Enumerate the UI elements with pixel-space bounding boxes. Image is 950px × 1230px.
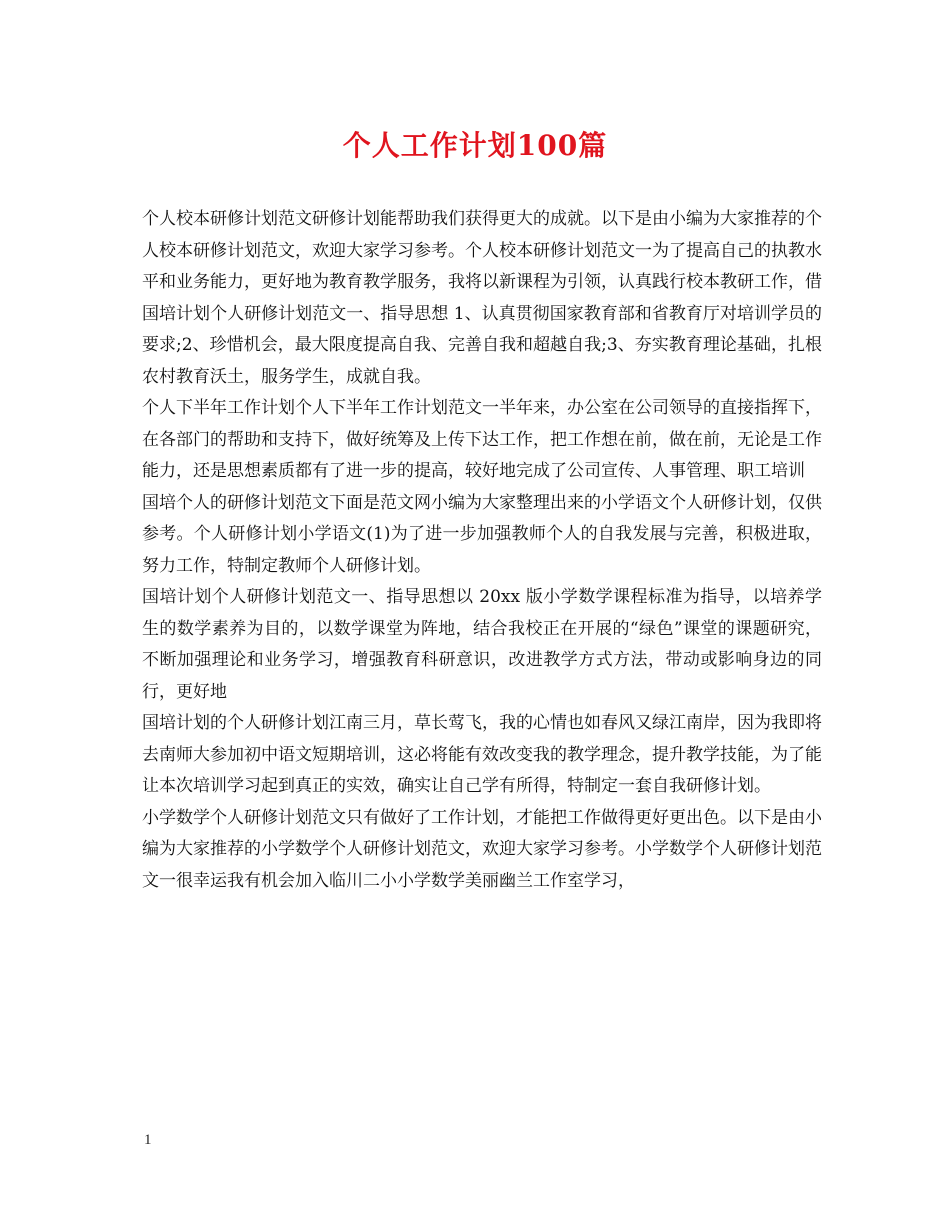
paragraph: 个人校本研修计划范文研修计划能帮助我们获得更大的成就。以下是由小编为大家推荐的个人校本研修计划范文，欢迎大家学习参考。个人校本研修计划范文一为了提高自己的执教水平和业务能力，更好地为教育教学服务，我将以新课程为引领，认真践行校本教研工作，借 [142, 209, 822, 292]
paragraph: 国培计划的个人研修计划江南三月，草长莺飞，我的心情也如春风又绿江南岸，因为我即将去南师大参加初中语文短期培训，这必将能有效改变我的教学理念，提升教学技能，为了能让本次培训学习起到真正的实效，确实让自己学有所得，特制定一套自我研修计划。 [142, 713, 822, 796]
paragraph: 国培计划个人研修计划范文一、指导思想以 20xx 版小学数学课程标准为指导，以培养学生的数学素养为目的，以数学课堂为阵地，结合我校正在开展的“绿色”课堂的课题研究，不断加强理论和业务学习，增强教育科研意识，改进教学方式方法，带动或影响身边的同行，更好地 [142, 587, 822, 702]
paragraph: 国培计划个人研修计划范文一、指导思想 1、认真贯彻国家教育部和省教育厅对培训学员的要求;2、珍惜机会，最大限度提高自我、完善自我和超越自我;3、夯实教育理论基础，扎根农村教育沃土，服务学生，成就自我。 [142, 303, 822, 387]
paragraph: 小学数学个人研修计划范文只有做好了工作计划，才能把工作做得更好更出色。以下是由小编为大家推荐的小学数学个人研修计划范文，欢迎大家学习参考。小学数学个人研修计划范文一很幸运我有机会加入临川二小小学数学美丽幽兰工作室学习， [142, 807, 822, 891]
page-number: 1 [144, 1132, 152, 1148]
document-title: 个人工作计划100篇 [342, 129, 608, 162]
document-body [142, 204, 822, 897]
paragraph: 国培个人的研修计划范文下面是范文网小编为大家整理出来的小学语文个人研修计划，仅供参考。个人研修计划小学语文(1)为了进一步加强教师个人的自我发展与完善，积极进取，努力工作，特制定教师个人研修计划。 [142, 492, 822, 576]
paragraph: 个人下半年工作计划个人下半年工作计划范文一半年来，办公室在公司领导的直接指挥下，在各部门的帮助和支持下，做好统筹及上传下达工作，把工作想在前，做在前，无论是工作能力，还是思想素质都有了进一步的提高，较好地完成了公司宣传、人事管理、职工培训 [142, 398, 822, 481]
